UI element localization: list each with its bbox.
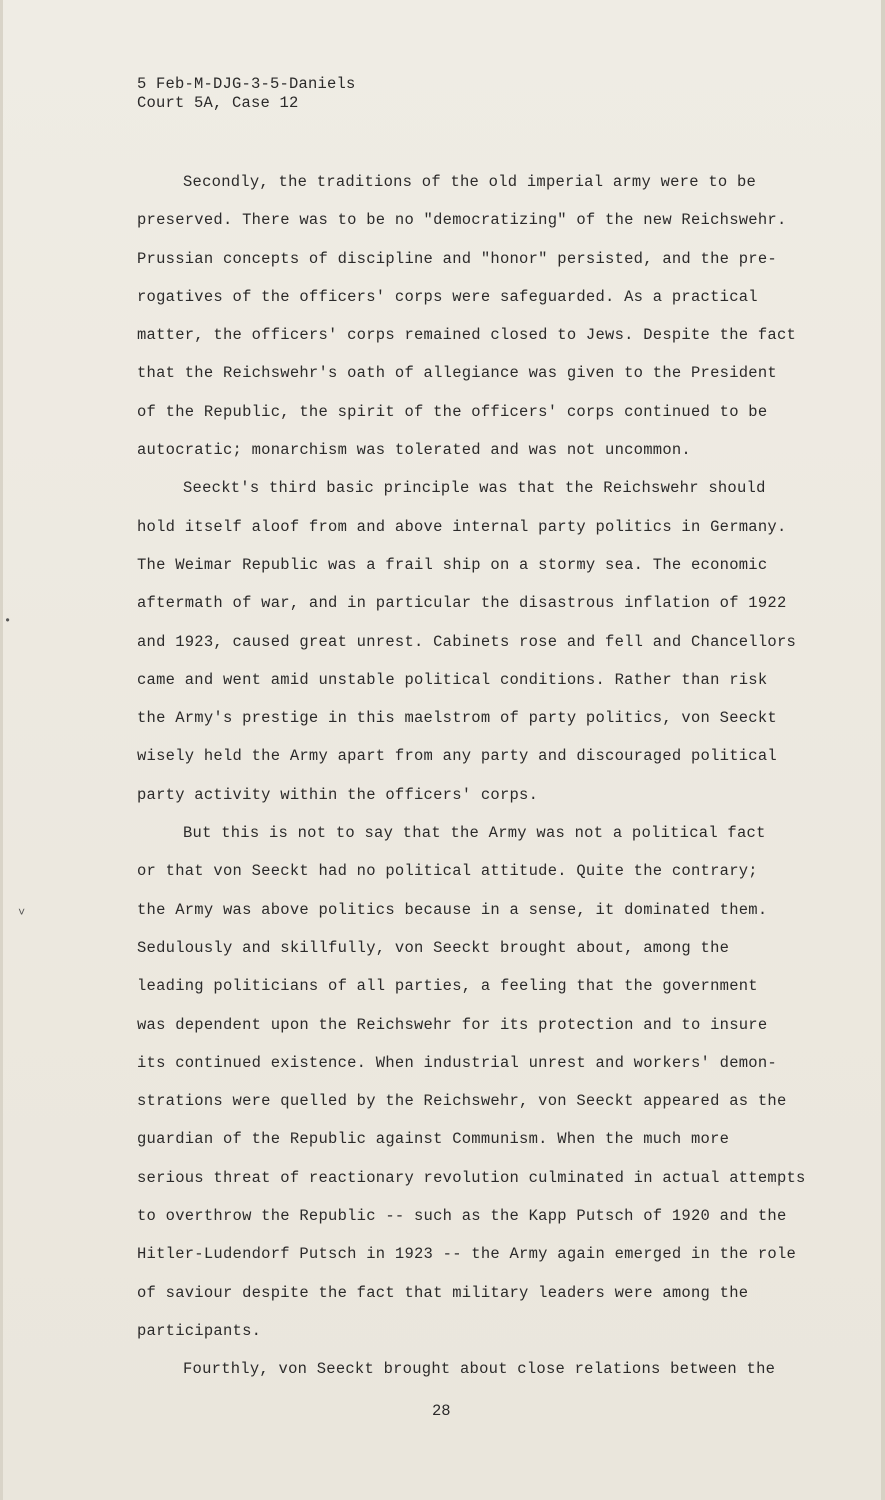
text-line: strations were quelled by the Reichswehr, von Seeckt appeared as the bbox=[137, 1092, 787, 1111]
text-line: Prussian concepts of discipline and "honor" persisted, and the pre- bbox=[137, 249, 777, 268]
text-line: Sedulously and skillfully, von Seeckt brought about, among the bbox=[137, 938, 730, 957]
text-line: and 1923, caused great unrest. Cabinets rose and fell and Chancellors bbox=[137, 632, 797, 651]
margin-tick: ˅ bbox=[18, 906, 26, 920]
text-line: came and went amid unstable political conditions. Rather than risk bbox=[137, 670, 768, 689]
text-line: participants. bbox=[137, 1321, 262, 1340]
text-line: matter, the officers' corps remained closed to Jews. Despite the fact bbox=[137, 326, 797, 345]
text-line: its continued existence. When industrial unrest and workers' demon- bbox=[137, 1053, 777, 1072]
text-line: wisely held the Army apart from any party and discouraged political bbox=[137, 747, 777, 766]
text-line: But this is not to say that the Army was not a political fact bbox=[183, 824, 766, 843]
header-reference: 5 Feb-M-DJG-3-5-Daniels bbox=[137, 75, 356, 93]
text-line: serious threat of reactionary revolution culminated in actual attempts bbox=[137, 1168, 806, 1187]
text-line: Secondly, the traditions of the old imperial army were to be bbox=[183, 173, 757, 191]
text-line: the Army was above politics because in a sense, it dominated them. bbox=[137, 900, 768, 919]
document-header bbox=[137, 75, 356, 113]
text-line: was dependent upon the Reichswehr for its protection and to insure bbox=[137, 1015, 768, 1034]
text-line: hold itself aloof from and above internal party politics in Germany. bbox=[137, 517, 787, 536]
body-text bbox=[137, 170, 837, 1396]
margin-dot: • bbox=[4, 614, 12, 628]
text-line: or that von Seeckt had no political attitude. Quite the contrary; bbox=[137, 862, 758, 881]
header-court-case: Court 5A, Case 12 bbox=[137, 94, 299, 112]
text-line: to overthrow the Republic -- such as the Kapp Putsch of 1920 and the bbox=[137, 1207, 787, 1226]
page-right-edge bbox=[881, 0, 885, 1500]
text-line: of saviour despite the fact that military leaders were among the bbox=[137, 1283, 749, 1302]
text-line: that the Reichswehr's oath of allegiance was given to the President bbox=[137, 364, 777, 383]
text-line: the Army's prestige in this maelstrom of party politics, von Seeckt bbox=[137, 709, 777, 728]
text-line: guardian of the Republic against Communism. When the much more bbox=[137, 1130, 730, 1149]
text-line: preserved. There was to be no "democratizing" of the new Reichswehr. bbox=[137, 211, 787, 230]
text-line: The Weimar Republic was a frail ship on a stormy sea. The economic bbox=[137, 555, 768, 574]
text-line: rogatives of the officers' corps were safeguarded. As a practical bbox=[137, 287, 758, 306]
text-line: of the Republic, the spirit of the officers' corps continued to be bbox=[137, 402, 768, 421]
text-line: party activity within the officers' corps. bbox=[137, 785, 539, 804]
text-line: aftermath of war, and in particular the disastrous inflation of 1922 bbox=[137, 594, 787, 613]
text-line: Fourthly, von Seeckt brought about close relations between the bbox=[183, 1360, 776, 1379]
page-left-edge bbox=[0, 0, 3, 1500]
text-line: Hitler-Ludendorf Putsch in 1923 -- the Army again emerged in the role bbox=[137, 1245, 797, 1264]
text-line: Seeckt's third basic principle was that the Reichswehr should bbox=[183, 479, 766, 498]
text-line: leading politicians of all parties, a feeling that the government bbox=[137, 977, 758, 996]
page-number: 28 bbox=[432, 1402, 451, 1420]
text-line: autocratic; monarchism was tolerated and was not uncommon. bbox=[137, 441, 691, 460]
